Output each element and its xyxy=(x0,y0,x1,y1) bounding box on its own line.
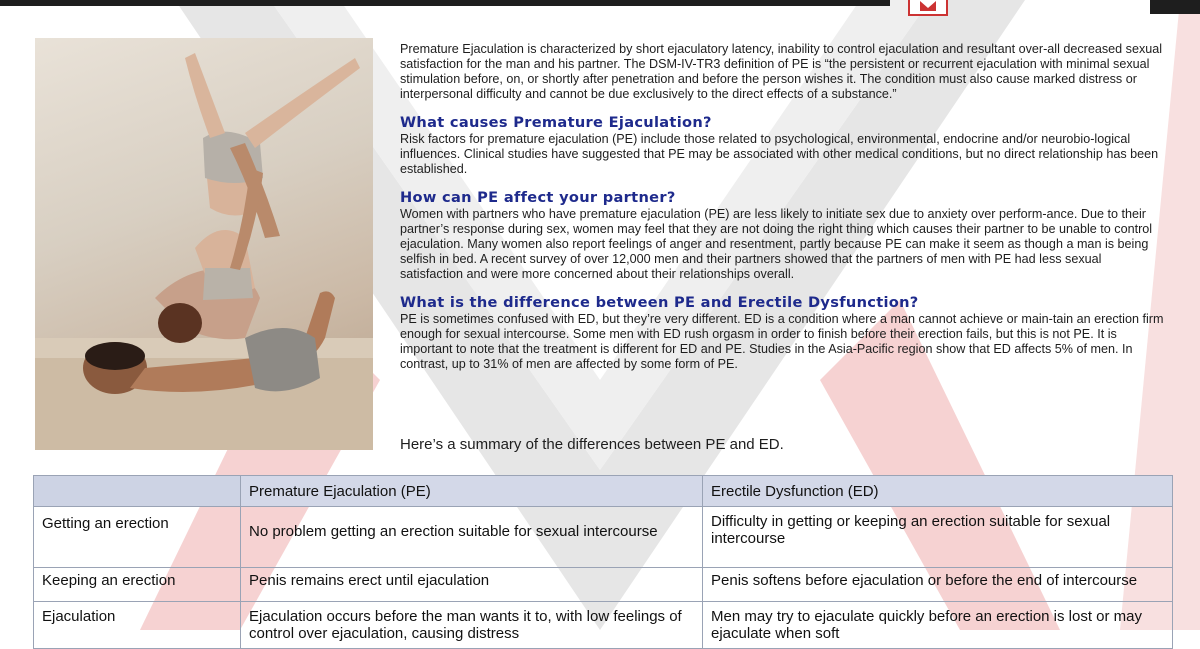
table-header-cell: Premature Ejaculation (PE) xyxy=(241,476,703,507)
section-heading-difference: What is the difference between PE and Erectile Dysfunction? xyxy=(400,294,919,311)
table-cell: Keeping an erection xyxy=(34,568,241,602)
comparison-table xyxy=(33,475,1173,649)
table-cell: Ejaculation xyxy=(34,602,241,649)
table-row xyxy=(34,568,1173,602)
section-body-causes: Risk factors for premature ejaculation (PE) include those related to psychological, environmental, endocrine and/or neurobio-logical influences. Clinical studies have suggested that PE may be associated with other medical conditions, but no direct relationship has been established. xyxy=(400,132,1159,176)
table-cell: Penis softens before ejaculation or before the end of intercourse xyxy=(703,568,1173,602)
table-cell: Ejaculation occurs before the man wants it to, with low feelings of control over ejaculation, causing distress xyxy=(241,602,703,649)
section-body-difference: PE is sometimes confused with ED, but they’re very different. ED is a condition where a man cannot achieve or main-tain an erection firm enough for sexual intercourse. Some men with ED rush orgasm in order to finish before their erection fails, but this is not PE. It is important to note that the treatment is different for ED and PE. Studies in the Asia-Pacific region show that ED affects 5% of men. In contrast, up to 31% of men are affected by some form of PE. xyxy=(400,312,1164,371)
couple-photo xyxy=(35,38,373,450)
section-heading-partner: How can PE affect your partner? xyxy=(400,189,676,206)
table-header-cell: Erectile Dysfunction (ED) xyxy=(703,476,1173,507)
table-cell: Men may try to ejaculate quickly before an erection is lost or may ejaculate when soft xyxy=(703,602,1173,649)
table-cell: No problem getting an erection suitable for sexual intercourse xyxy=(241,507,703,568)
intro-paragraph: Premature Ejaculation is characterized by short ejaculatory latency, inability to control ejaculation and resultant over-all decreased sexual satisfaction for the man and his partner. The DSM-IV-TR3 definition of PE is “the persistent or recurrent ejaculation with minimal sexual stimulation before, on, or shortly after penetration and before the person wishes it. The condition must also cause marked distress or interpersonal difficulty and cannot be due exclusively to the direct effects of a substance.” xyxy=(400,42,1163,101)
table-header-cell xyxy=(34,476,241,507)
table-cell: Penis remains erect until ejaculation xyxy=(241,568,703,602)
header-bar-right xyxy=(1150,0,1200,14)
table-cell: Getting an erection xyxy=(34,507,241,568)
section-body-partner: Women with partners who have premature ejaculation (PE) are less likely to initiate sex due to anxiety over perform-ance. Due to their partner’s response during sex, women may feel that they are not doing the right thing which causes their partner to be unable to control ejaculation. Many women also report feelings of anger and resentment, partly because PE can make it seem as though a man is being selfish in bed. A recent survey of over 12,000 men and their partners showed that the partners of men with PE had less sexual satisfaction and were more concerned about their relationships overall. xyxy=(400,207,1153,281)
table-row xyxy=(34,507,1173,568)
article-body xyxy=(400,42,1164,372)
section-heading-causes: What causes Premature Ejaculation? xyxy=(400,114,712,131)
table-cell: Difficulty in getting or keeping an erection suitable for sexual intercourse xyxy=(703,507,1173,568)
summary-line: Here’s a summary of the differences between PE and ED. xyxy=(400,436,784,453)
table-header-row xyxy=(34,476,1173,507)
brand-logo xyxy=(908,0,948,16)
header-bar xyxy=(0,0,890,6)
table-row xyxy=(34,602,1173,649)
